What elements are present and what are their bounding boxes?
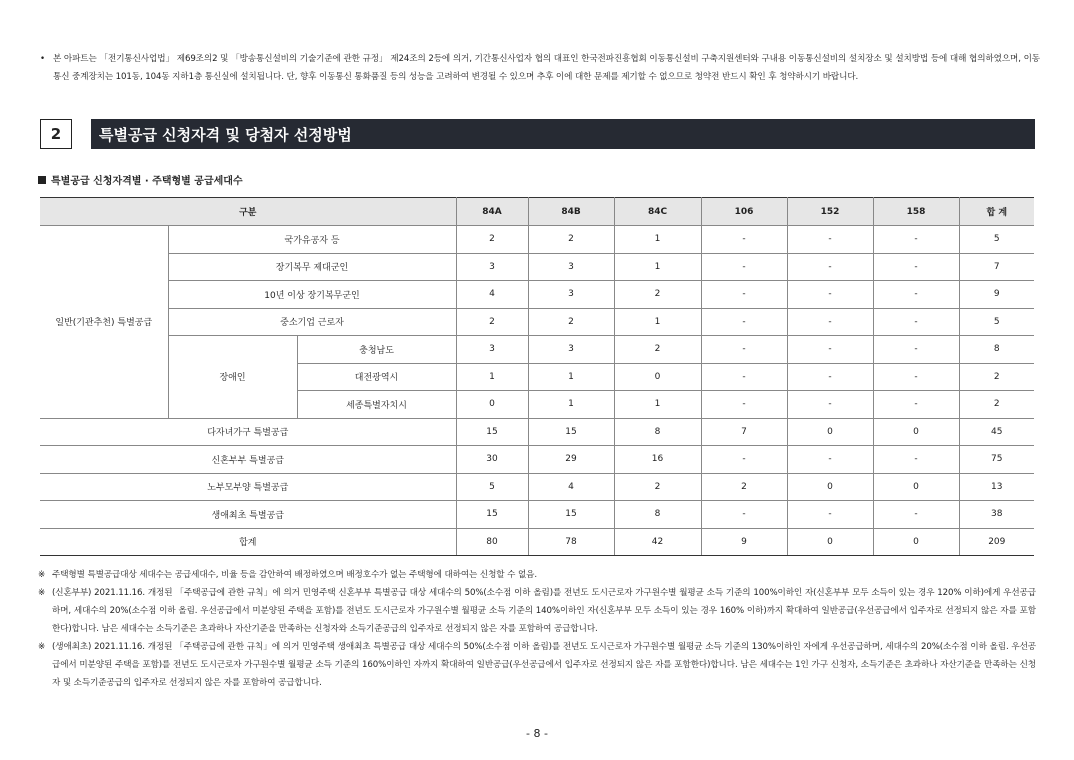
header-category: 구분 [40, 198, 456, 226]
table-row [40, 253, 1034, 281]
section-header [40, 119, 1036, 149]
table-row [40, 281, 1034, 309]
cell-value: 0 [873, 473, 959, 501]
row-label: 다자녀가구 특별공급 [40, 418, 456, 446]
cell-total: 9 [959, 281, 1034, 309]
header-type: 84A [456, 198, 528, 226]
cell-value: - [873, 391, 959, 419]
cell-value: - [787, 308, 873, 336]
cell-value: 7 [701, 418, 787, 446]
notes [38, 566, 1036, 692]
table-subtitle [38, 172, 243, 187]
cell-value: - [701, 308, 787, 336]
cell-value: - [873, 363, 959, 391]
general-group-label: 일반(기관추천) 특별공급 [40, 226, 168, 419]
cell-value: - [787, 336, 873, 364]
cell-value: 2 [614, 336, 701, 364]
cell-value: 0 [787, 418, 873, 446]
cell-value: 0 [873, 418, 959, 446]
cell-value: 1 [614, 253, 701, 281]
table-row [40, 336, 1034, 364]
note-text: 주택형별 특별공급대상 세대수는 공급세대수, 비율 등을 감안하여 배정하였으며 배정호수가 없는 주택형에 대하여는 신청할 수 없음. [52, 570, 537, 580]
cell-value: 15 [528, 418, 614, 446]
section-title: 특별공급 신청자격 및 당첨자 선정방법 [99, 125, 352, 144]
cell-value: 2 [614, 281, 701, 309]
row-label: 합계 [40, 528, 456, 556]
header-type: 152 [787, 198, 873, 226]
cell-value: - [873, 501, 959, 529]
table-row [40, 473, 1034, 501]
cell-value: 78 [528, 528, 614, 556]
cell-value: - [787, 226, 873, 254]
table-row [40, 418, 1034, 446]
cell-value: - [701, 363, 787, 391]
row-label: 충청남도 [297, 336, 456, 364]
cell-value: 1 [528, 391, 614, 419]
header-type: 84C [614, 198, 701, 226]
square-bullet-icon [38, 176, 46, 184]
reference-mark-icon: ※ [38, 570, 46, 580]
table-row [40, 501, 1034, 529]
cell-value: 15 [456, 418, 528, 446]
cell-value: - [701, 391, 787, 419]
cell-value: - [873, 281, 959, 309]
row-label: 신혼부부 특별공급 [40, 446, 456, 474]
table-row [40, 308, 1034, 336]
cell-value: 8 [614, 418, 701, 446]
cell-value: 2 [701, 473, 787, 501]
cell-total: 5 [959, 308, 1034, 336]
section-title-bar [91, 119, 1035, 149]
cell-total: 209 [959, 528, 1034, 556]
cell-value: - [787, 446, 873, 474]
cell-value: - [701, 281, 787, 309]
cell-value: 1 [528, 363, 614, 391]
row-label: 세종특별자치시 [297, 391, 456, 419]
cell-value: - [787, 281, 873, 309]
reference-mark-icon: ※ [38, 588, 46, 598]
row-label: 생애최초 특별공급 [40, 501, 456, 529]
cell-value: - [701, 226, 787, 254]
note-item [38, 584, 1036, 638]
cell-value: 8 [614, 501, 701, 529]
cell-value: - [873, 226, 959, 254]
cell-value: 80 [456, 528, 528, 556]
cell-value: 16 [614, 446, 701, 474]
cell-value: 3 [528, 253, 614, 281]
row-label: 노부모부양 특별공급 [40, 473, 456, 501]
cell-value: 1 [614, 391, 701, 419]
cell-value: 0 [873, 528, 959, 556]
cell-value: 2 [528, 308, 614, 336]
row-label: 대전광역시 [297, 363, 456, 391]
cell-value: - [701, 336, 787, 364]
table-total-row [40, 528, 1034, 556]
cell-value: - [787, 363, 873, 391]
header-type: 158 [873, 198, 959, 226]
header-type: 106 [701, 198, 787, 226]
row-label: 국가유공자 등 [168, 226, 456, 254]
cell-total: 8 [959, 336, 1034, 364]
cell-value: 3 [456, 336, 528, 364]
cell-value: 15 [456, 501, 528, 529]
cell-total: 45 [959, 418, 1034, 446]
table-row [40, 226, 1034, 254]
cell-total: 75 [959, 446, 1034, 474]
table-header-row [40, 198, 1034, 226]
intro-paragraph [40, 50, 1040, 86]
cell-value: 1 [614, 226, 701, 254]
cell-value: 1 [456, 363, 528, 391]
cell-value: - [873, 336, 959, 364]
disabled-group-label: 장애인 [168, 336, 297, 419]
cell-value: 15 [528, 501, 614, 529]
page-number: - 8 - [526, 727, 548, 740]
cell-value: 29 [528, 446, 614, 474]
cell-value: - [873, 253, 959, 281]
cell-value: 2 [528, 226, 614, 254]
note-item [38, 638, 1036, 692]
header-type: 84B [528, 198, 614, 226]
cell-total: 2 [959, 391, 1034, 419]
cell-value: 0 [456, 391, 528, 419]
note-item [38, 566, 1036, 584]
cell-value: - [787, 501, 873, 529]
cell-value: 3 [528, 281, 614, 309]
cell-value: - [701, 501, 787, 529]
cell-value: 4 [456, 281, 528, 309]
intro-text: 본 아파트는 「전기통신사업법」 제69조의2 및 「방송통신설비의 기술기준에 관한 규정」 제24조의 2등에 의거, 기간통신사업자 협의 대표인 한국전파진흥협회 이동통신설비 구축지원센터와 구내용 이동통신설비의 설치장소 및 설치방법 등에 대해 협의하였으며, 이동통신 중계장치는 101동, 104동 지하1층 통신실에 설치됩니다. 단, 향후 이동통신 통화품질 등의 성능을 고려하여 변경될 수 있으며 추후 이에 대한 문제를 제기할 수 없으므로 청약전 반드시 확인 후 청약하시기 바랍니다. [53, 54, 1040, 82]
cell-value: 2 [456, 226, 528, 254]
section-number: 2 [40, 119, 72, 149]
cell-value: 3 [456, 253, 528, 281]
table-subtitle-text: 특별공급 신청자격별 · 주택형별 공급세대수 [51, 176, 243, 187]
cell-value: 2 [456, 308, 528, 336]
cell-value: 5 [456, 473, 528, 501]
table-row [40, 446, 1034, 474]
cell-value: - [701, 446, 787, 474]
cell-total: 38 [959, 501, 1034, 529]
cell-total: 5 [959, 226, 1034, 254]
cell-value: - [873, 308, 959, 336]
cell-value: 0 [614, 363, 701, 391]
supply-table [40, 197, 1034, 556]
row-label: 장기복무 제대군인 [168, 253, 456, 281]
cell-value: 2 [614, 473, 701, 501]
cell-value: 3 [528, 336, 614, 364]
cell-total: 7 [959, 253, 1034, 281]
bullet-icon: • [40, 54, 46, 64]
cell-value: 9 [701, 528, 787, 556]
cell-value: - [873, 446, 959, 474]
cell-value: 42 [614, 528, 701, 556]
cell-value: 0 [787, 473, 873, 501]
note-text: (신혼부부) 2021.11.16. 개정된 「주택공급에 관한 규칙」에 의거 민영주택 신혼부부 특별공급 대상 세대수의 50%(소수점 이하 올림)를 전년도 도시근로자 가구원수별 월평균 소득 기준의 100%이하인 자(신혼부부 모두 소득이 있는 경우 120% 이하)에게 우선공급하며, 세대수의 20%(소수점 이하 올림. 우선공급에서 미분양된 주택을 포함)를 전년도 도시근로자 가구원수별 월평균 소득 기준의 140%이하인 자(신혼부부 모두 소득이 있는 경우 160% 이하)까지 확대하여 일반공급(우선공급에서 입주자로 선정되지 않은 자를 포함한다)합니다. 남은 세대수는 소득기준은 초과하나 자산기준을 만족하는 신청자와 소득기준공급의 입주자로 선정되지 않은 자를 포함하여 공급합니다. [52, 588, 1036, 634]
cell-value: - [787, 391, 873, 419]
row-label: 중소기업 근로자 [168, 308, 456, 336]
note-text: (생애최초) 2021.11.16. 개정된 「주택공급에 관한 규칙」에 의거 민영주택 생애최초 특별공급 대상 세대수의 50%(소수점 이하 올림)를 전년도 도시근로자 가구원수별 월평균 소득 기준의 130%이하인 자에게 우선공급하며, 세대수의 20%(소수점 이하 올림. 우선공급에서 미분양된 주택을 포함)를 전년도 도시근로자 가구원수별 월평균 소득 기준의 160%이하인 자까지 확대하여 일반공급(우선공급에서 입주자로 선정되지 않은 자를 포함한다)합니다. 남은 세대수는 1인 가구 신청자, 소득기준은 초과하나 자산기준을 만족하는 신청자 및 소득기준공급의 입주자로 선정되지 않은 자를 포함하여 공급합니다. [52, 642, 1036, 688]
cell-value: - [787, 253, 873, 281]
cell-value: 30 [456, 446, 528, 474]
header-total: 합 계 [959, 198, 1034, 226]
row-label: 10년 이상 장기복무군인 [168, 281, 456, 309]
cell-value: 1 [614, 308, 701, 336]
reference-mark-icon: ※ [38, 642, 46, 652]
cell-total: 13 [959, 473, 1034, 501]
cell-value: - [701, 253, 787, 281]
cell-value: 0 [787, 528, 873, 556]
cell-total: 2 [959, 363, 1034, 391]
cell-value: 4 [528, 473, 614, 501]
